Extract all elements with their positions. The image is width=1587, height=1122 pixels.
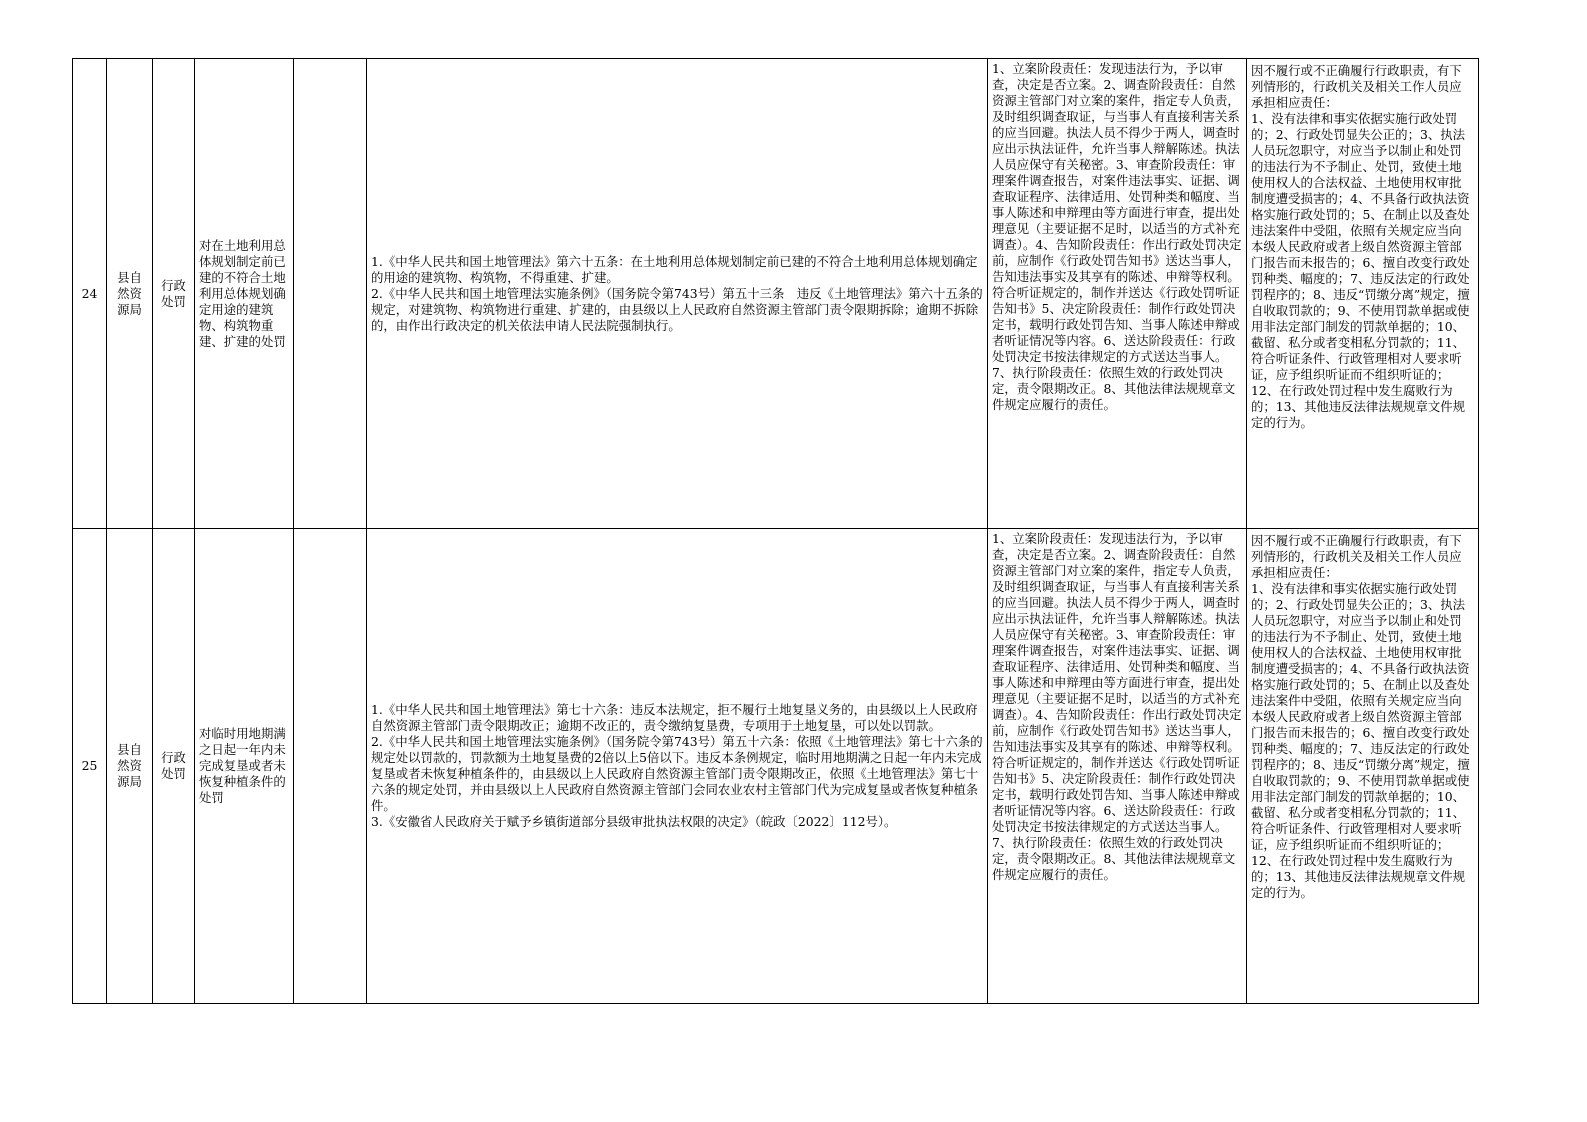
legal-basis-clause: 1.《中华人民共和国土地管理法》第七十六条：违反本法规定，拒不履行土地复垦义务的，由县级以上人民政府自然资源主管部门责令限期改正；逾期不改正的，责令缴纳复垦费，专项用于土地复垦，可以处以罚款。 — [371, 702, 978, 733]
department-cell: 县自然资源局 — [107, 529, 153, 1004]
legal-basis-cell — [367, 59, 988, 529]
sub-item-cell — [294, 59, 367, 529]
department-cell: 县自然资源局 — [107, 59, 153, 529]
accountability-cell: 因不履行或不正确履行行政职责，有下列情形的，行政机关及相关工作人员应承担相应责任： 1、没有法律和事实依据实施行政处罚的；2、行政处罚显失公正的；3、执法人员玩忽职守，对应当予以制止和处罚的违法行为不予制止、处罚，致使土地使用权人的合法权益、土地使用权审批制度遭受损害的；4、不具备行政执法资格实施行政处罚的；5、在制止以及查处违法案件中受阻，依照有关规定应当向本级人民政府或者上级自然资源主管部门报告而未报告的；6、擅自改变行政处罚种类、幅度的；7、违反法定的行政处罚程序的；8、违反“罚缴分离”规定，擅自收取罚款的；9、不使用罚款单据或使用非法定部门制发的罚款单据的；10、截留、私分或者变相私分罚款的；11、符合听证条件、行政管理相对人要求听证，应予组织听证而不组织听证的；12、在行政处罚过程中发生腐败行为的；13、其他违反法律法规规章文件规定的行为。 — [1247, 59, 1479, 529]
sub-item-cell — [294, 529, 367, 1004]
responsibility-cell: 1、立案阶段责任：发现违法行为，予以审查，决定是否立案。2、调查阶段责任：自然资源主管部门对立案的案件，指定专人负责，及时组织调查取证，与当事人有直接利害关系的应当回避。执法人员不得少于两人，调查时应出示执法证件，允许当事人辩解陈述。执法人员应保守有关秘密。3、审查阶段责任：审理案件调查报告，对案件违法事实、证据、调查取证程序、法律适用、处罚种类和幅度、当事人陈述和申辩理由等方面进行审查，提出处理意见（主要证据不足时，以适当的方式补充调查）。4、告知阶段责任：作出行政处罚决定前，应制作《行政处罚告知书》送达当事人，告知违法事实及其享有的陈述、申辩等权利。符合听证规定的，制作并送达《行政处罚听证告知书》5、决定阶段责任：制作行政处罚决定书，载明行政处罚告知、当事人陈述申辩或者听证情况等内容。6、送达阶段责任：行政处罚决定书按法律规定的方式送达当事人。7、执行阶段责任：依照生效的行政处罚决定，责令限期改正。8、其他法律法规规章文件规定应履行的责任。 — [988, 59, 1247, 529]
item-name-cell: 对临时用地期满之日起一年内未完成复垦或者未恢复种植条件的处罚 — [195, 529, 294, 1004]
table-row — [73, 59, 1479, 529]
legal-basis-clause: 2.《中华人民共和国土地管理法实施条例》（国务院令第743号）第五十三条 违反《土地管理法》第六十五条的规定，对建筑物、构筑物进行重建、扩建的，由县级以上人民政府自然资源主管部门责令限期拆除；逾期不拆除的，由作出行政决定的机关依法申请人民法院强制执行。 — [371, 285, 983, 333]
power-list-table — [72, 58, 1479, 1004]
accountability-cell: 因不履行或不正确履行行政职责，有下列情形的，行政机关及相关工作人员应承担相应责任： 1、没有法律和事实依据实施行政处罚的；2、行政处罚显失公正的；3、执法人员玩忽职守，对应当予以制止和处罚的违法行为不予制止、处罚，致使土地使用权人的合法权益、土地使用权审批制度遭受损害的；4、不具备行政执法资格实施行政处罚的；5、在制止以及查处违法案件中受阻，依照有关规定应当向本级人民政府或者上级自然资源主管部门报告而未报告的；6、擅自改变行政处罚种类、幅度的；7、违反法定的行政处罚程序的；8、违反“罚缴分离”规定，擅自收取罚款的；9、不使用罚款单据或使用非法定部门制发的罚款单据的；10、截留、私分或者变相私分罚款的；11、符合听证条件、行政管理相对人要求听证，应予组织听证而不组织听证的；12、在行政处罚过程中发生腐败行为的；13、其他违反法律法规规章文件规定的行为。 — [1247, 529, 1479, 1004]
power-type-cell: 行政处罚 — [153, 529, 195, 1004]
row-number-cell: 24 — [73, 59, 107, 529]
responsibility-cell: 1、立案阶段责任：发现违法行为，予以审查，决定是否立案。2、调查阶段责任：自然资源主管部门对立案的案件，指定专人负责，及时组织调查取证，与当事人有直接利害关系的应当回避。执法人员不得少于两人，调查时应出示执法证件，允许当事人辩解陈述。执法人员应保守有关秘密。3、审查阶段责任：审理案件调查报告，对案件违法事实、证据、调查取证程序、法律适用、处罚种类和幅度、当事人陈述和申辩理由等方面进行审查，提出处理意见（主要证据不足时，以适当的方式补充调查）。4、告知阶段责任：作出行政处罚决定前，应制作《行政处罚告知书》送达当事人，告知违法事实及其享有的陈述、申辩等权利。符合听证规定的，制作并送达《行政处罚听证告知书》5、决定阶段责任：制作行政处罚决定书，载明行政处罚告知、当事人陈述申辩或者听证情况等内容。6、送达阶段责任：行政处罚决定书按法律规定的方式送达当事人。7、执行阶段责任：依照生效的行政处罚决定，责令限期改正。8、其他法律法规规章文件规定应履行的责任。 — [988, 529, 1247, 1004]
row-number-cell: 25 — [73, 529, 107, 1004]
legal-basis-clause: 3.《安徽省人民政府关于赋予乡镇街道部分县级审批执法权限的决定》（皖政〔2022〕112号）。 — [371, 814, 897, 829]
legal-basis-clause: 2.《中华人民共和国土地管理法实施条例》（国务院令第743号）第五十六条：依照《土地管理法》第七十六条的规定处以罚款的，罚款额为土地复垦费的2倍以上5倍以下。违反本条例规定，临时用地期满之日起一年内未完成复垦或者未恢复种植条件的，由县级以上人民政府自然资源主管部门责令限期改正，依照《土地管理法》第七十六条的规定处罚，并由县级以上人民政府自然资源主管部门会同农业农村主管部门代为完成复垦或者恢复种植条件。 — [371, 734, 983, 813]
table-row — [73, 529, 1479, 1004]
power-type-cell: 行政处罚 — [153, 59, 195, 529]
legal-basis-clause: 1.《中华人民共和国土地管理法》第六十五条：在土地利用总体规划制定前已建的不符合土地利用总体规划确定的用途的建筑物、构筑物，不得重建、扩建。 — [371, 253, 978, 285]
legal-basis-cell — [367, 529, 988, 1004]
item-name-cell: 对在土地利用总体规划制定前已建的不符合土地利用总体规划确定用途的建筑物、构筑物重建、扩建的处罚 — [195, 59, 294, 529]
